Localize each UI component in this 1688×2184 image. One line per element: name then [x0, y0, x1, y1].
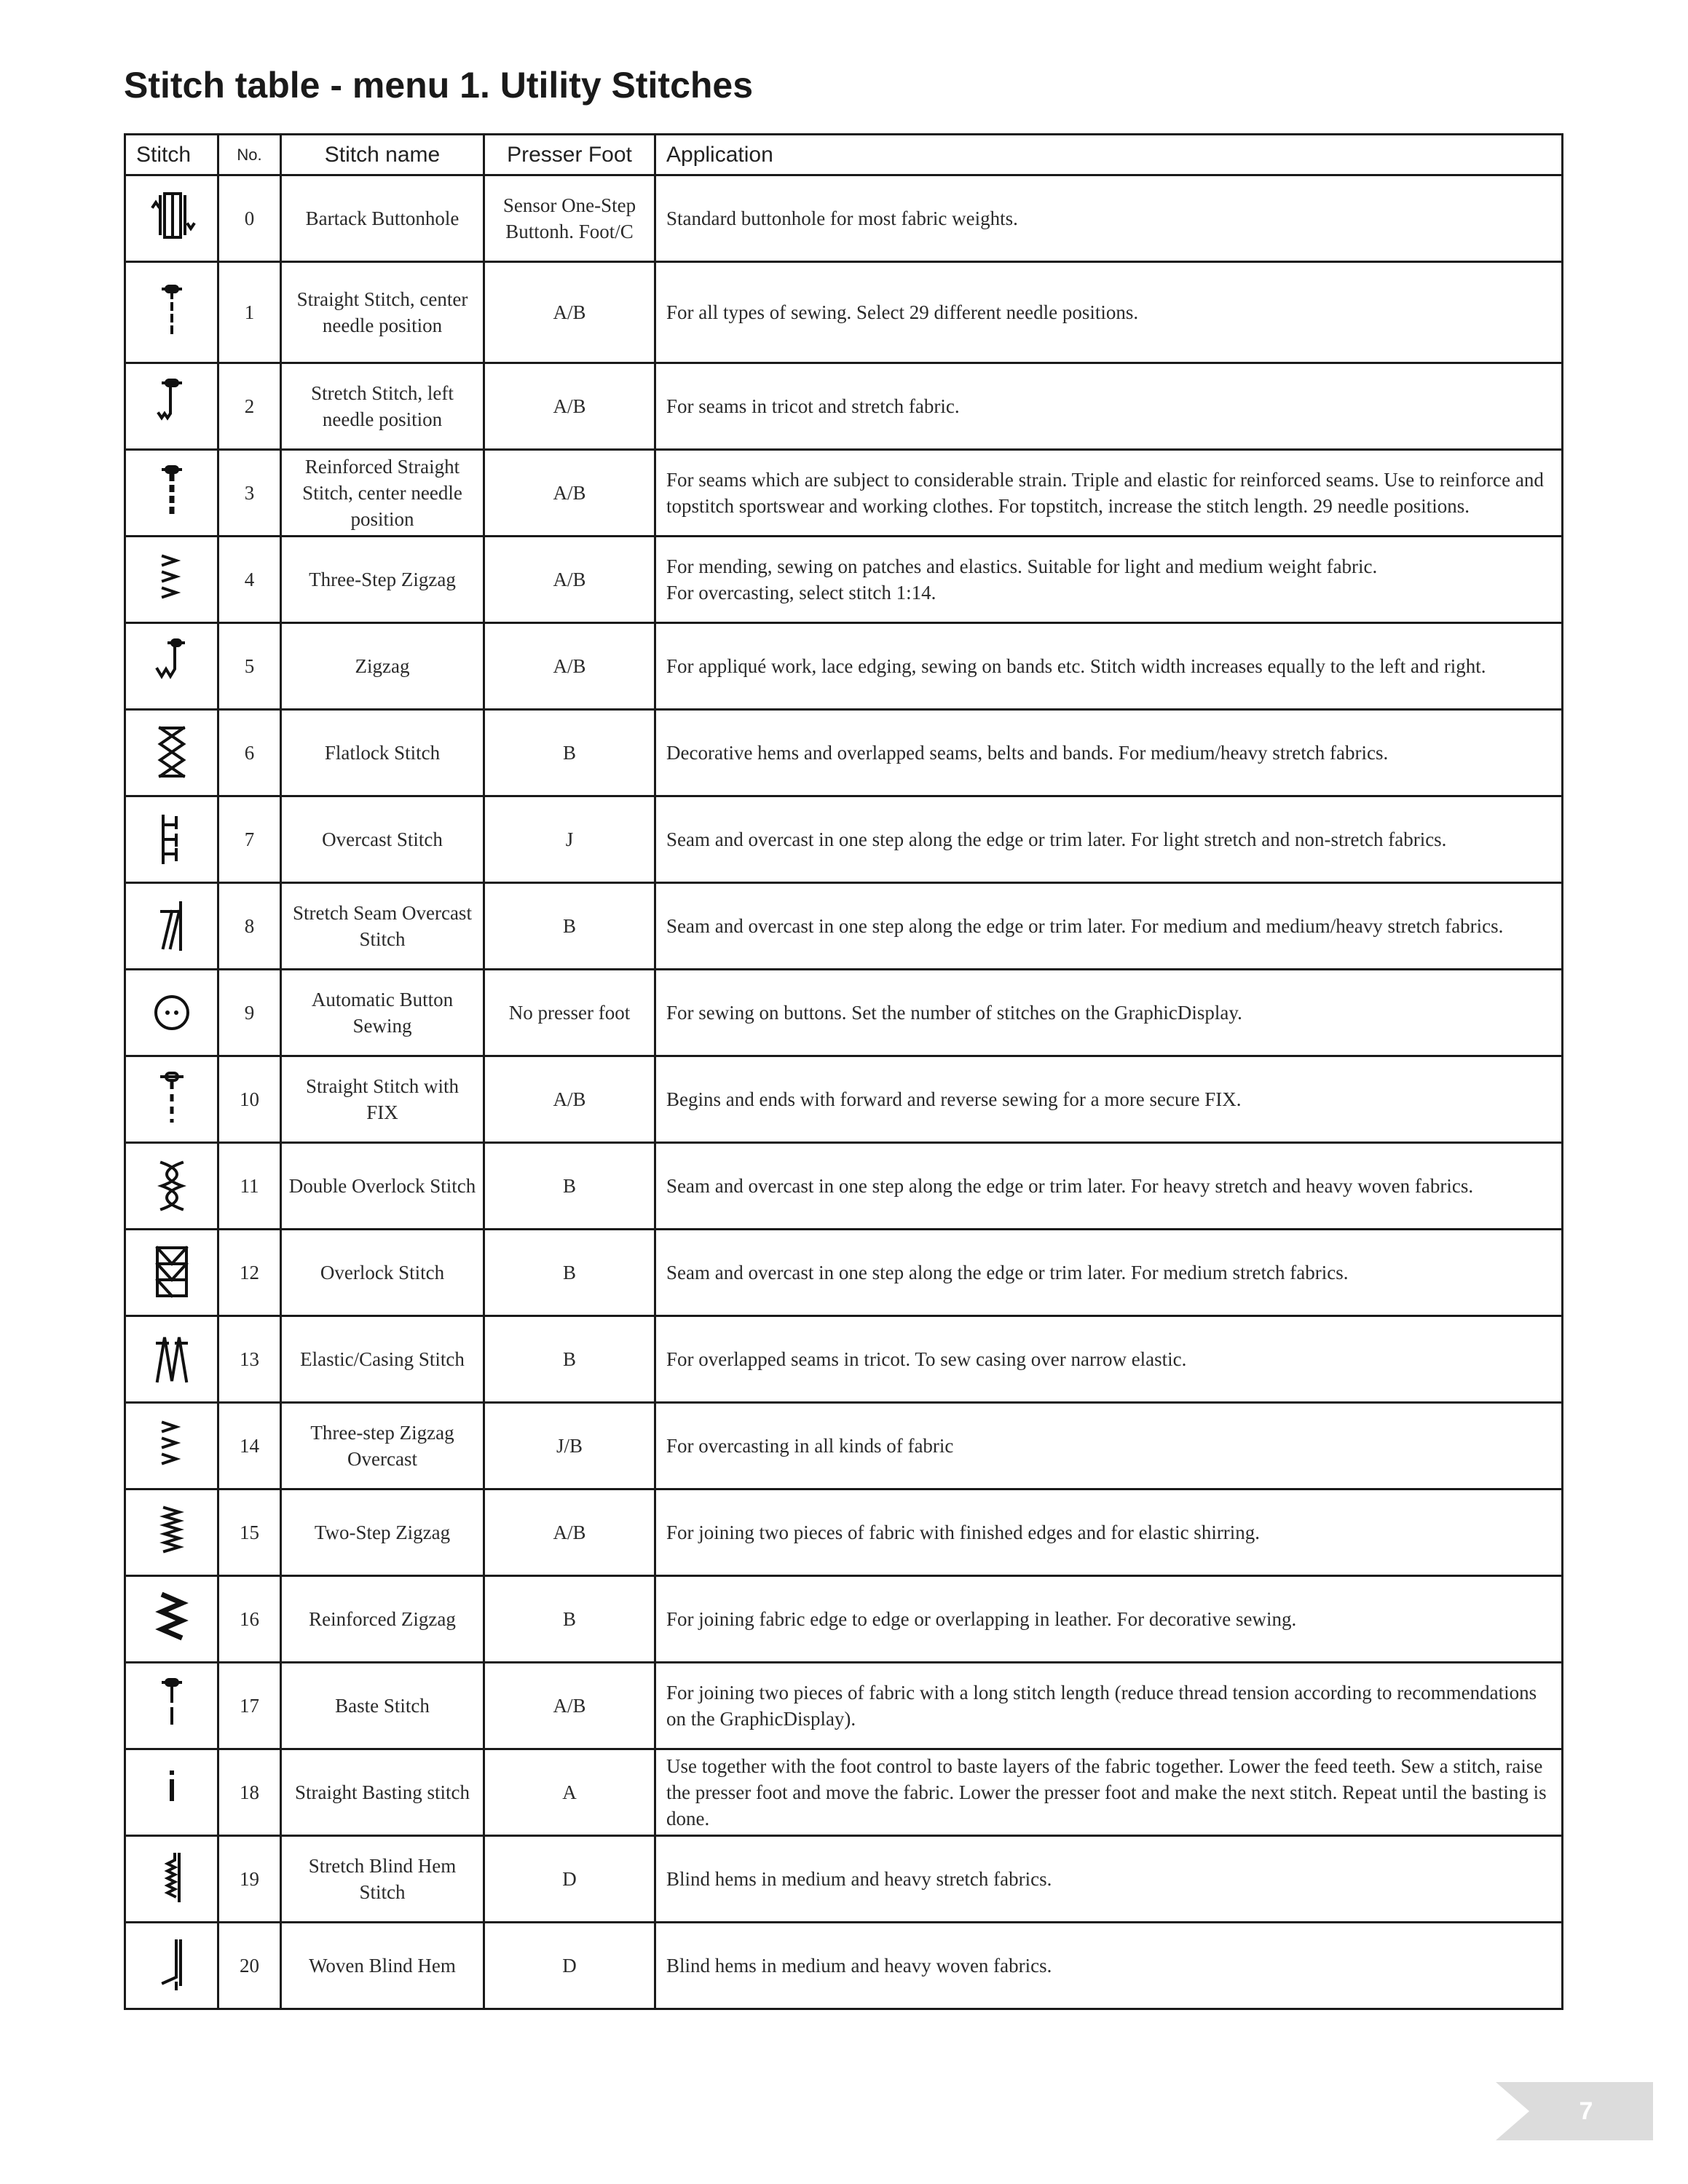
application: For seams in tricot and stretch fabric. — [655, 363, 1563, 450]
stitch-number: 16 — [218, 1576, 281, 1663]
stitch-number: 3 — [218, 450, 281, 537]
stretch-seam-overcast-icon — [143, 897, 201, 955]
elastic-casing-icon — [143, 1330, 201, 1388]
table-row — [125, 450, 1563, 537]
stitch-number: 14 — [218, 1403, 281, 1489]
bartack-buttonhole-icon — [143, 189, 201, 248]
stitch-cell — [125, 363, 218, 450]
stitch-table — [124, 133, 1563, 2010]
stitch-cell — [125, 1143, 218, 1230]
presser-foot: J/B — [484, 1403, 655, 1489]
application: Seam and overcast in one step along the edge or trim later. For heavy stretch and heavy woven fabrics. — [655, 1143, 1563, 1230]
stitch-name: Stretch Seam Overcast Stitch — [281, 883, 484, 970]
header-no: No. — [218, 135, 281, 175]
table-header-row — [125, 135, 1563, 175]
stitch-number: 9 — [218, 970, 281, 1056]
stitch-cell — [125, 1749, 218, 1836]
table-row — [125, 363, 1563, 450]
stitch-name: Three-Step Zigzag — [281, 537, 484, 623]
application: Seam and overcast in one step along the edge or trim later. For light stretch and non-stretch fabrics. — [655, 796, 1563, 883]
stitch-number: 6 — [218, 710, 281, 796]
stitch-name: Straight Basting stitch — [281, 1749, 484, 1836]
stitch-cell — [125, 623, 218, 710]
presser-foot: A/B — [484, 450, 655, 537]
header-application: Application — [655, 135, 1563, 175]
stitch-cell — [125, 710, 218, 796]
reinforced-zigzag-icon — [143, 1590, 201, 1648]
presser-foot: B — [484, 1576, 655, 1663]
woven-blind-hem-icon — [143, 1936, 201, 1995]
application: Blind hems in medium and heavy stretch fabrics. — [655, 1836, 1563, 1923]
application: For seams which are subject to considerable strain. Triple and elastic for reinforced seams. Use to reinforce and topstitch sportswear and working clothes. For topstitch, increase the stitch length. 29 needle positions. — [655, 450, 1563, 537]
application: Use together with the foot control to baste layers of the fabric together. Lower the feed teeth. Sew a stitch, raise the presser foot and move the fabric. Lower the presser foot and make the next stitch. Repeat until the basting is done. — [655, 1749, 1563, 1836]
stitch-number: 11 — [218, 1143, 281, 1230]
flatlock-icon — [143, 724, 201, 782]
table-row — [125, 262, 1563, 363]
presser-foot: A/B — [484, 1663, 655, 1749]
table-row — [125, 796, 1563, 883]
overcast-icon — [143, 810, 201, 869]
stretch-stitch-icon — [143, 377, 201, 435]
stitch-number: 2 — [218, 363, 281, 450]
stitch-number: 0 — [218, 175, 281, 262]
stitch-cell — [125, 1403, 218, 1489]
stitch-name: Automatic Button Sewing — [281, 970, 484, 1056]
stitch-number: 15 — [218, 1489, 281, 1576]
table-row — [125, 1230, 1563, 1316]
application: For appliqué work, lace edging, sewing on bands etc. Stitch width increases equally to the left and right. — [655, 623, 1563, 710]
table-row — [125, 1749, 1563, 1836]
stitch-cell — [125, 1230, 218, 1316]
stitch-name: Flatlock Stitch — [281, 710, 484, 796]
table-row — [125, 1143, 1563, 1230]
stitch-number: 1 — [218, 262, 281, 363]
reinforced-straight-icon — [143, 464, 201, 522]
table-row — [125, 710, 1563, 796]
application: Standard buttonhole for most fabric weights. — [655, 175, 1563, 262]
stitch-number: 4 — [218, 537, 281, 623]
table-row — [125, 175, 1563, 262]
application: Seam and overcast in one step along the edge or trim later. For medium and medium/heavy stretch fabrics. — [655, 883, 1563, 970]
stitch-name: Straight Stitch with FIX — [281, 1056, 484, 1143]
application: Decorative hems and overlapped seams, belts and bands. For medium/heavy stretch fabrics. — [655, 710, 1563, 796]
stitch-number: 18 — [218, 1749, 281, 1836]
application: Seam and overcast in one step along the edge or trim later. For medium stretch fabrics. — [655, 1230, 1563, 1316]
three-step-zigzag-overcast-icon — [143, 1417, 201, 1475]
presser-foot: B — [484, 710, 655, 796]
stitch-cell — [125, 883, 218, 970]
stitch-number: 20 — [218, 1923, 281, 2009]
table-row — [125, 1056, 1563, 1143]
presser-foot: B — [484, 1230, 655, 1316]
application: For joining two pieces of fabric with a long stitch length (reduce thread tension according to recommendations on the GraphicDisplay). — [655, 1663, 1563, 1749]
baste-stitch-icon — [143, 1677, 201, 1735]
stitch-number: 7 — [218, 796, 281, 883]
stitch-name: Overlock Stitch — [281, 1230, 484, 1316]
stitch-cell — [125, 970, 218, 1056]
stitch-number: 12 — [218, 1230, 281, 1316]
stitch-cell — [125, 175, 218, 262]
stitch-name: Zigzag — [281, 623, 484, 710]
stitch-cell — [125, 1663, 218, 1749]
stitch-name: Three-step Zigzag Overcast — [281, 1403, 484, 1489]
stretch-blind-hem-icon — [143, 1850, 201, 1908]
stitch-name: Stretch Blind Hem Stitch — [281, 1836, 484, 1923]
presser-foot: A/B — [484, 537, 655, 623]
stitch-name: Elastic/Casing Stitch — [281, 1316, 484, 1403]
application: For sewing on buttons. Set the number of stitches on the GraphicDisplay. — [655, 970, 1563, 1056]
table-row — [125, 1403, 1563, 1489]
stitch-cell — [125, 450, 218, 537]
button-sewing-icon — [143, 984, 201, 1042]
table-row — [125, 970, 1563, 1056]
stitch-name: Reinforced Zigzag — [281, 1576, 484, 1663]
presser-foot: Sensor One-Step Buttonh. Foot/C — [484, 175, 655, 262]
stitch-name: Straight Stitch, center needle position — [281, 262, 484, 363]
application: For overlapped seams in tricot. To sew casing over narrow elastic. — [655, 1316, 1563, 1403]
header-stitch-name: Stitch name — [281, 135, 484, 175]
table-row — [125, 1923, 1563, 2009]
straight-fix-icon — [143, 1070, 201, 1128]
stitch-name: Stretch Stitch, left needle position — [281, 363, 484, 450]
straight-basting-icon — [143, 1763, 201, 1821]
table-row — [125, 883, 1563, 970]
page-number: 7 — [1579, 2097, 1593, 2125]
stitch-number: 8 — [218, 883, 281, 970]
stitch-name: Two-Step Zigzag — [281, 1489, 484, 1576]
presser-foot: J — [484, 796, 655, 883]
stitch-cell — [125, 1836, 218, 1923]
double-overlock-icon — [143, 1157, 201, 1215]
stitch-name: Reinforced Straight Stitch, center needle position — [281, 450, 484, 537]
presser-foot: B — [484, 883, 655, 970]
three-step-zigzag-icon — [143, 550, 201, 609]
stitch-number: 13 — [218, 1316, 281, 1403]
zigzag-icon — [143, 637, 201, 695]
stitch-cell — [125, 1923, 218, 2009]
stitch-name: Bartack Buttonhole — [281, 175, 484, 262]
stitch-number: 17 — [218, 1663, 281, 1749]
stitch-name: Baste Stitch — [281, 1663, 484, 1749]
presser-foot: A/B — [484, 262, 655, 363]
presser-foot: B — [484, 1143, 655, 1230]
two-step-zigzag-icon — [143, 1503, 201, 1562]
presser-foot: A/B — [484, 363, 655, 450]
application: Begins and ends with forward and reverse sewing for a more secure FIX. — [655, 1056, 1563, 1143]
presser-foot: A/B — [484, 1489, 655, 1576]
stitch-name: Overcast Stitch — [281, 796, 484, 883]
header-stitch: Stitch — [125, 135, 218, 175]
presser-foot: B — [484, 1316, 655, 1403]
stitch-cell — [125, 537, 218, 623]
application: For overcasting in all kinds of fabric — [655, 1403, 1563, 1489]
application: For joining two pieces of fabric with finished edges and for elastic shirring. — [655, 1489, 1563, 1576]
presser-foot: D — [484, 1836, 655, 1923]
stitch-name: Double Overlock Stitch — [281, 1143, 484, 1230]
application: Blind hems in medium and heavy woven fabrics. — [655, 1923, 1563, 2009]
page-title: Stitch table - menu 1. Utility Stitches — [124, 65, 754, 106]
stitch-cell — [125, 262, 218, 363]
application: For all types of sewing. Select 29 different needle positions. — [655, 262, 1563, 363]
presser-foot: D — [484, 1923, 655, 2009]
table-row — [125, 537, 1563, 623]
header-presser-foot: Presser Foot — [484, 135, 655, 175]
presser-foot: A/B — [484, 623, 655, 710]
stitch-name: Woven Blind Hem — [281, 1923, 484, 2009]
table-row — [125, 1489, 1563, 1576]
table-row — [125, 1576, 1563, 1663]
overlock-icon — [143, 1243, 201, 1302]
table-row — [125, 623, 1563, 710]
table-row — [125, 1316, 1563, 1403]
stitch-cell — [125, 1316, 218, 1403]
presser-foot: No presser foot — [484, 970, 655, 1056]
stitch-cell — [125, 1576, 218, 1663]
application: For joining fabric edge to edge or overlapping in leather. For decorative sewing. — [655, 1576, 1563, 1663]
presser-foot: A — [484, 1749, 655, 1836]
table-row — [125, 1836, 1563, 1923]
stitch-number: 10 — [218, 1056, 281, 1143]
stitch-number: 5 — [218, 623, 281, 710]
stitch-cell — [125, 1489, 218, 1576]
application: For mending, sewing on patches and elastics. Suitable for light and medium weight fabric. For overcasting, select stitch 1:14. — [655, 537, 1563, 623]
stitch-number: 19 — [218, 1836, 281, 1923]
stitch-cell — [125, 1056, 218, 1143]
table-row — [125, 1663, 1563, 1749]
presser-foot: A/B — [484, 1056, 655, 1143]
straight-stitch-icon — [143, 283, 201, 341]
stitch-cell — [125, 796, 218, 883]
